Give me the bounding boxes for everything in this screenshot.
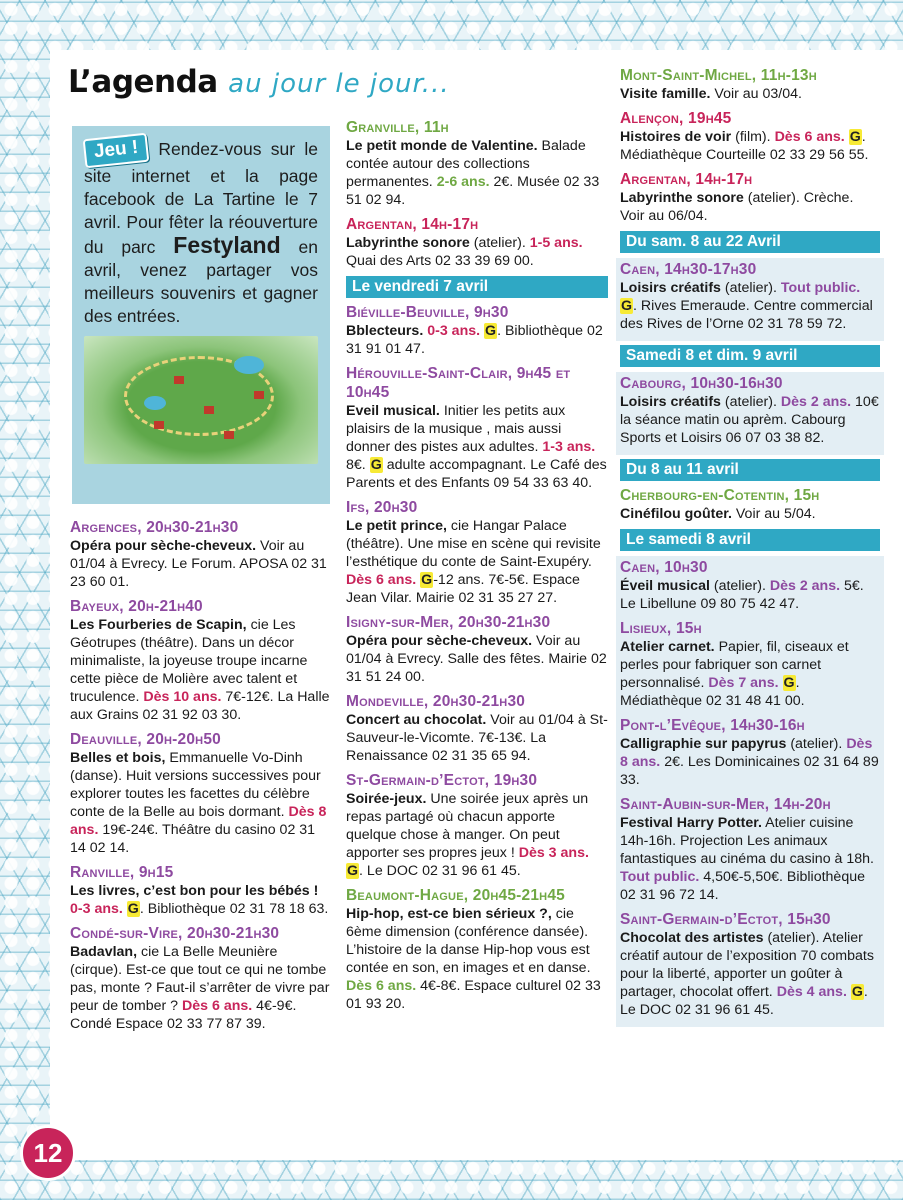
entry-venue: Quai des Arts 02 33 39 69 00. bbox=[346, 253, 534, 269]
entry-details: Balade contée autour des collections permanentes. bbox=[346, 138, 586, 190]
contest-text-1: Rendez-vous sur le site internet et la page facebook de La Tartine le 7 avril. Pour fêter la réouverture du parc bbox=[84, 139, 318, 257]
entry-city-time: Mondeville, 20h30-21h30 bbox=[346, 693, 526, 710]
free-badge-icon: G bbox=[621, 298, 633, 314]
free-badge-icon: G bbox=[347, 863, 359, 879]
free-badge-icon: G bbox=[127, 901, 139, 917]
entry-details: Emmanuelle Vo-Dinh (danse). Huit versions successives pour explorer toutes les facettes du célèbre conte de la Belle au bois dormant. bbox=[70, 750, 321, 820]
agenda-entry bbox=[346, 118, 608, 209]
entry-details: cie Hangar Palace (théâtre). Une mise en scène qui revisite l’esthétique du conte de Saint-Exupéry. bbox=[346, 518, 601, 570]
date-band-friday: Le vendredi 7 avril bbox=[346, 276, 608, 298]
entry-age: 1-3 ans. bbox=[542, 439, 596, 455]
entry-description bbox=[346, 322, 608, 358]
entry-description bbox=[346, 711, 608, 765]
entry-title: Chocolat des artistes bbox=[620, 930, 764, 946]
agenda-entry bbox=[620, 716, 880, 789]
entry-title: Badavlan, bbox=[70, 944, 138, 960]
entry-venue: 2€. Musée 02 33 51 02 94. bbox=[346, 174, 600, 208]
entry-details: Initier les petits aux plaisirs de la musique , mais aussi donner des pistes aux adultes. bbox=[346, 403, 566, 455]
page-title: L’agenda bbox=[68, 64, 218, 100]
entry-age: 1-5 ans. bbox=[529, 235, 583, 251]
entry-city-time: Biéville-Beuville, 9h30 bbox=[346, 304, 509, 321]
agenda-entry bbox=[620, 66, 880, 103]
entry-details: cie Les Géotrupes (théâtre). Dans un décor minimaliste, la joyeuse troupe incarne cette pièce de Molière avec talent et truculence. bbox=[70, 617, 308, 705]
free-badge-icon: G bbox=[851, 984, 863, 1000]
entry-venue: 4€-8€. Espace culturel 02 33 01 93 20. bbox=[346, 978, 601, 1012]
entry-age: Dès 2 ans. bbox=[769, 578, 841, 594]
entry-description bbox=[346, 402, 608, 492]
entry-title: Les livres, c’est bon pour les bébés ! bbox=[70, 883, 319, 899]
entry-details: (atelier). Atelier créatif autour de l’exposition 70 combats pour la liberté, apporter un goûter à partager, chocolat offert. bbox=[620, 930, 874, 1000]
panel-sam-22 bbox=[616, 258, 884, 341]
agenda-entry bbox=[346, 692, 608, 765]
entry-details: cie La Belle Meunière (cirque). Est-ce que tout ce qui ne tombe pas, monte ? Faut-il s’arrêter de vivre par peur de tomber ? bbox=[70, 944, 330, 1014]
entry-description bbox=[620, 279, 880, 333]
agenda-entry bbox=[346, 498, 608, 607]
entry-city-time: Caen, 10h30 bbox=[620, 559, 708, 576]
agenda-entry bbox=[346, 771, 608, 880]
contest-text-2: en avril, venez partager vos meilleurs souvenirs et gagner des entrées. bbox=[84, 237, 318, 326]
entry-details: (atelier). bbox=[724, 280, 777, 296]
entry-city-time: Deauville, 20h-20h50 bbox=[70, 731, 221, 748]
entry-age: Dès 7 ans. bbox=[708, 675, 779, 691]
entry-venue: . Le DOC 02 31 96 61 45. bbox=[359, 863, 521, 879]
entry-venue: . Médiathèque Courteille 02 33 29 56 55. bbox=[620, 129, 869, 163]
entry-city-time: Argentan, 14h-17h bbox=[346, 216, 479, 233]
entry-city-time: Argentan, 14h-17h bbox=[620, 171, 753, 188]
entry-title: Les Fourberies de Scapin, bbox=[70, 617, 247, 633]
date-band-saturday: Le samedi 8 avril bbox=[620, 529, 880, 551]
free-badge-icon: G bbox=[370, 457, 382, 473]
agenda-entry bbox=[620, 558, 880, 613]
entry-venue: . Bibliothèque 02 31 78 18 63. bbox=[139, 901, 329, 917]
agenda-entry bbox=[620, 486, 880, 523]
agenda-entry bbox=[70, 730, 332, 857]
entry-city-time: Beaumont-Hague, 20h45-21h45 bbox=[346, 887, 565, 904]
entry-city-time: Lisieux, 15h bbox=[620, 620, 702, 637]
entry-venue: . Le DOC 02 31 96 61 45. bbox=[620, 984, 868, 1018]
column-1 bbox=[70, 518, 332, 1039]
entry-city-time: Cherbourg-en-Cotentin, 15h bbox=[620, 487, 820, 504]
entry-title: Hip-hop, est-ce bien sérieux ?, bbox=[346, 906, 552, 922]
contest-box bbox=[72, 126, 330, 504]
agenda-entry bbox=[70, 863, 332, 918]
free-badge-icon: G bbox=[849, 129, 861, 145]
entry-city-time: Cabourg, 10h30-16h30 bbox=[620, 375, 783, 392]
entry-title: Opéra pour sèche-cheveux. bbox=[346, 633, 533, 649]
entry-description bbox=[620, 128, 880, 164]
entry-details: Voir au 01/04 à St-Sauveur-le-Vicomte. 7€-13€. La Renaissance 02 31 35 65 94. bbox=[346, 712, 608, 764]
free-badge-icon: G bbox=[783, 675, 795, 691]
entry-details: Voir au 01/04 à Evrecy. Le Forum. APOSA 02 31 23 60 01. bbox=[70, 538, 327, 590]
entry-description bbox=[70, 749, 332, 857]
entry-city-time: St-Germain-d’Ectot, 19h30 bbox=[346, 772, 538, 789]
panel-saturday bbox=[616, 556, 884, 1027]
entry-city-time: Alençon, 19h45 bbox=[620, 110, 732, 127]
entry-description bbox=[346, 790, 608, 880]
entry-age: Dès 8 ans. bbox=[620, 736, 873, 770]
agenda-entry bbox=[620, 910, 880, 1019]
entry-description bbox=[620, 638, 880, 710]
entry-details: (atelier). bbox=[473, 235, 526, 251]
entry-title: Bblecteurs. bbox=[346, 323, 424, 339]
entry-city-time: Bayeux, 20h-21h40 bbox=[70, 598, 203, 615]
entry-age: Dès 10 ans. bbox=[143, 689, 222, 705]
column-3 bbox=[620, 66, 880, 1027]
agenda-entry bbox=[620, 619, 880, 710]
entry-city-time: Mont-Saint-Michel, 11h-13h bbox=[620, 67, 817, 84]
entry-city-time: Isigny-sur-Mer, 20h30-21h30 bbox=[346, 614, 551, 631]
entry-details: Voir au 03/04. bbox=[714, 86, 802, 102]
entry-description bbox=[346, 137, 608, 209]
entry-city-time: Saint-Germain-d’Ectot, 15h30 bbox=[620, 911, 831, 928]
entry-description bbox=[620, 85, 880, 103]
entry-title: Concert au chocolat. bbox=[346, 712, 487, 728]
entry-venue: . Bibliothèque 02 31 91 01 47. bbox=[346, 323, 603, 357]
entry-venue: 4€-9€. Condé Espace 02 33 77 87 39. bbox=[70, 998, 297, 1032]
agenda-entry bbox=[70, 518, 332, 591]
entry-title: Éveil musical bbox=[620, 578, 710, 594]
entry-details: Voir au 01/04 à Evrecy. Salle des fêtes. Mairie 02 31 51 24 00. bbox=[346, 633, 607, 685]
entry-age: Dès 2 ans. bbox=[780, 394, 852, 410]
agenda-entry bbox=[346, 613, 608, 686]
entry-details: (atelier). bbox=[790, 736, 843, 752]
entry-age: Dès 8 ans. bbox=[70, 804, 327, 838]
entry-city-time: Pont-l’Evêque, 14h30-16h bbox=[620, 717, 805, 734]
entry-title: Festival Harry Potter. bbox=[620, 815, 762, 831]
entry-city-time: Granville, 11h bbox=[346, 119, 449, 136]
entry-title: Visite famille. bbox=[620, 86, 711, 102]
entry-age: Tout public. bbox=[780, 280, 861, 296]
entry-title: Le petit prince, bbox=[346, 518, 447, 534]
entry-title: Labyrinthe sonore bbox=[346, 235, 470, 251]
free-badge-icon: G bbox=[421, 572, 433, 588]
entry-description bbox=[70, 882, 332, 918]
park-map-image bbox=[84, 336, 318, 464]
page-number: 12 bbox=[20, 1125, 76, 1181]
entry-description bbox=[620, 577, 880, 613]
entry-title: Eveil musical. bbox=[346, 403, 440, 419]
entry-age: 0-3 ans. bbox=[70, 901, 123, 917]
entry-description bbox=[620, 735, 880, 789]
entry-details: (atelier). bbox=[713, 578, 766, 594]
entry-details: (film). bbox=[735, 129, 771, 145]
entry-title: Histoires de voir bbox=[620, 129, 732, 145]
entry-venue: 19€-24€. Théâtre du casino 02 31 14 02 14. bbox=[70, 822, 316, 856]
entry-description bbox=[70, 616, 332, 724]
agenda-entry bbox=[620, 374, 880, 447]
contest-text bbox=[84, 136, 318, 328]
agenda-entry bbox=[346, 364, 608, 492]
agenda-entry bbox=[70, 924, 332, 1033]
entry-title: Cinéfilou goûter. bbox=[620, 506, 732, 522]
entry-age: Dès 6 ans. bbox=[346, 572, 417, 588]
festyland-brand: Festyland bbox=[173, 232, 281, 258]
entry-venue: 2€. Les Dominicaines 02 31 64 89 33. bbox=[620, 754, 879, 788]
entry-title: Labyrinthe sonore bbox=[620, 190, 744, 206]
entry-venue: 10€ la séance matin ou aprèm. Cabourg Sports et Loisirs 06 07 03 38 82. bbox=[620, 394, 879, 446]
agenda-entry bbox=[346, 886, 608, 1013]
entry-description bbox=[70, 537, 332, 591]
entry-title: Calligraphie sur papyrus bbox=[620, 736, 787, 752]
entry-age: Tout public. bbox=[620, 869, 700, 885]
entry-city-time: Condé-sur-Vire, 20h30-21h30 bbox=[70, 925, 280, 942]
date-band-8-11: Du 8 au 11 avril bbox=[620, 459, 880, 481]
entry-description bbox=[346, 632, 608, 686]
entry-details: cie 6ème dimension (conférence dansée). L’histoire de la danse Hip-hop vous est contée en son, en images et en danse. bbox=[346, 906, 591, 976]
entry-city-time: Caen, 14h30-17h30 bbox=[620, 261, 757, 278]
date-band-sam-dim-9: Samedi 8 et dim. 9 avril bbox=[620, 345, 880, 367]
page-subtitle: au jour le jour... bbox=[228, 69, 450, 99]
entry-title: Loisirs créatifs bbox=[620, 394, 721, 410]
agenda-entry bbox=[620, 109, 880, 164]
entry-city-time: Hérouville-Saint-Clair, 9h45 et 10h45 bbox=[346, 365, 571, 401]
entry-details: Une soirée jeux après un repas partagé où chacun apporte quelque chose à manger. On peut apporter ses propres jeux ! bbox=[346, 791, 589, 861]
entry-venue: 4,50€-5,50€. Bibliothèque 02 31 96 72 14. bbox=[620, 869, 865, 903]
entry-details: Papier, fil, ciseaux et perles pour fabriquer son carnet personnalisé. bbox=[620, 639, 849, 691]
entry-city-time: Saint-Aubin-sur-Mer, 14h-20h bbox=[620, 796, 831, 813]
date-band-sam-22: Du sam. 8 au 22 Avril bbox=[620, 231, 880, 253]
entry-city-time: Ranville, 9h15 bbox=[70, 864, 174, 881]
entry-age: Dès 6 ans. bbox=[774, 129, 845, 145]
entry-description bbox=[346, 517, 608, 607]
entry-details: Atelier cuisine 14h-16h. Projection Les animaux fantastiques au cinéma du casino à 18h. bbox=[620, 815, 874, 867]
entry-age: Dès 6 ans. bbox=[346, 978, 417, 994]
entry-price: 8€. bbox=[346, 457, 366, 473]
entry-age: 2-6 ans. bbox=[436, 174, 490, 190]
entry-venue: 5€. Le Libellune 09 80 75 42 47. bbox=[620, 578, 864, 612]
agenda-entry bbox=[70, 597, 332, 724]
jeu-badge: Jeu ! bbox=[83, 133, 150, 169]
agenda-entry bbox=[346, 215, 608, 270]
entry-age: Dès 3 ans. bbox=[518, 845, 589, 861]
entry-city-time: Ifs, 20h30 bbox=[346, 499, 418, 516]
entry-venue: -12 ans. 7€-5€. Espace Jean Vilar. Mairie 02 31 35 27 27. bbox=[346, 572, 580, 606]
entry-description bbox=[346, 234, 608, 270]
agenda-entry bbox=[346, 303, 608, 358]
entry-venue: . Médiathèque 02 31 48 41 00. bbox=[620, 675, 805, 709]
entry-title: Soirée-jeux. bbox=[346, 791, 427, 807]
panel-sam-dim-9 bbox=[616, 372, 884, 455]
column-2 bbox=[346, 118, 608, 1019]
entry-description bbox=[346, 905, 608, 1013]
entry-age: 0-3 ans. bbox=[427, 323, 481, 339]
entry-title: Belles et bois, bbox=[70, 750, 166, 766]
entry-age: Dès 6 ans. bbox=[182, 998, 253, 1014]
entry-details: (atelier). bbox=[724, 394, 777, 410]
entry-details: (atelier). Crèche. Voir au 06/04. bbox=[620, 190, 854, 224]
entry-venue: adulte accompagnant. Le Café des Parents et des Enfants 09 54 33 63 40. bbox=[346, 457, 607, 491]
entry-title: Loisirs créatifs bbox=[620, 280, 721, 296]
agenda-title bbox=[68, 64, 568, 114]
entry-description bbox=[620, 814, 880, 904]
entry-description bbox=[620, 393, 880, 447]
entry-venue: 7€-12€. La Halle aux Grains 02 31 92 03 30. bbox=[70, 689, 330, 723]
agenda-entry bbox=[620, 170, 880, 225]
entry-age: Dès 4 ans. bbox=[776, 984, 847, 1000]
entry-description bbox=[620, 929, 880, 1019]
page bbox=[50, 50, 903, 1160]
entry-city-time: Argences, 20h30-21h30 bbox=[70, 519, 239, 536]
agenda-entry bbox=[620, 795, 880, 904]
entry-details: Voir au 5/04. bbox=[735, 506, 816, 522]
free-badge-icon: G bbox=[485, 323, 497, 339]
entry-venue: . Rives Emeraude. Centre commercial des Rives de l’Orne 02 31 78 59 72. bbox=[620, 298, 873, 332]
agenda-entry bbox=[620, 260, 880, 333]
entry-description bbox=[70, 943, 332, 1033]
entry-description bbox=[620, 505, 880, 523]
entry-description bbox=[620, 189, 880, 225]
entry-title: Opéra pour sèche-cheveux. bbox=[70, 538, 257, 554]
entry-title: Le petit monde de Valentine. bbox=[346, 138, 538, 154]
entry-title: Atelier carnet. bbox=[620, 639, 715, 655]
